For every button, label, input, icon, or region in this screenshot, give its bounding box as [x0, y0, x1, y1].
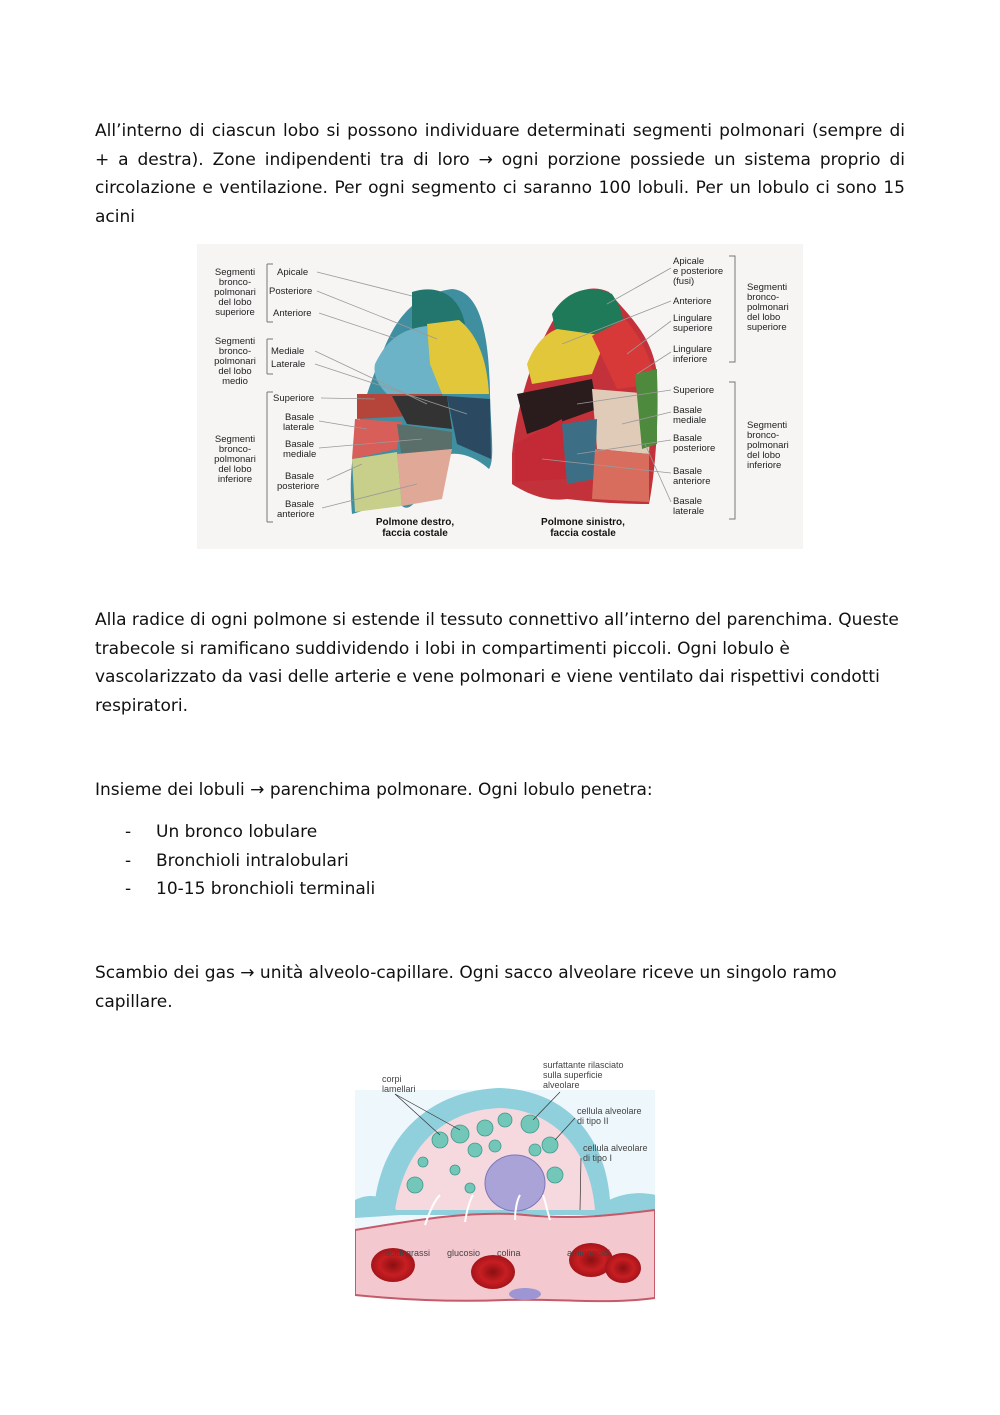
- caption-right-lung-2: faccia costale: [382, 528, 448, 539]
- label-basale-mediale: Basale mediale: [283, 439, 317, 460]
- nucleus: [485, 1155, 545, 1211]
- list-item: [95, 818, 375, 847]
- paragraph-segmenti: All’interno di ciascun lobo si possono individuare determinati segmenti polmonari (sempre di + a destra). Zone indipendenti tra di loro → ogni porzione possiede un sistema proprio di circolazione e ventilazione. Per ogni segmento ci saranno 100 lobuli. Per un lobulo ci sono 15 acini: [95, 121, 905, 227]
- label-colina: colina: [497, 1248, 521, 1258]
- list-item-text: 10-15 bronchioli terminali: [156, 879, 376, 900]
- list-item: [95, 847, 375, 876]
- label-acidi-grassi: acidi grassi: [385, 1248, 431, 1258]
- paragraph-radice: Alla radice di ogni polmone si estende il tessuto connettivo all’interno del parenchima. Queste trabecole si ramificano suddividendo i lobi in compartimenti piccoli. Ogni lobulo è vascolarizzato da vasi delle arterie e vene polmonari e viene ventilato dai rispettivi condotti respiratori.: [95, 610, 899, 716]
- list-item-text: Un bronco lobulare: [156, 822, 318, 842]
- endothelial-nucleus: [509, 1288, 541, 1300]
- label-anteriore-left: Anteriore: [673, 296, 712, 307]
- list-item-text: Bronchioli intralobulari: [156, 850, 349, 871]
- lung-segments-figure: [197, 244, 803, 549]
- basal-posterior: [352, 452, 402, 512]
- label-basale-posteriore-left: Basale posteriore: [673, 433, 716, 454]
- label-posteriore: Posteriore: [269, 286, 313, 297]
- label-laterale: Laterale: [271, 359, 306, 370]
- label-anteriore: Anteriore: [273, 308, 312, 319]
- list-dash: -: [125, 850, 132, 871]
- label-lingulare-superiore: Lingulare superiore: [673, 313, 713, 334]
- label-aminoacidi: aminoacidi: [567, 1248, 611, 1258]
- label-basale-posteriore: Basale posteriore: [277, 471, 320, 492]
- label-tipo1: cellula alveolare di tipo I: [583, 1143, 648, 1163]
- label-surfattante: surfattante rilasciato sulla superficie alveolare: [543, 1060, 624, 1090]
- caption-left-lung-1: Polmone sinistro,: [541, 517, 625, 528]
- label-glucosio: glucosio: [447, 1248, 481, 1258]
- label-superiore: Superiore: [273, 393, 315, 404]
- label-basale-anteriore: Basale anteriore: [277, 499, 315, 520]
- label-basale-mediale-left: Basale mediale: [673, 405, 707, 426]
- group-lower-right: Segmenti bronco-polmonari del lobo inferiore: [214, 434, 256, 485]
- red-blood-cell: [605, 1253, 641, 1283]
- label-corpi-lamellari: corpi lamellari: [382, 1074, 416, 1094]
- red-blood-cell: [471, 1255, 515, 1289]
- basal-anterior: [397, 449, 452, 506]
- caption-right-lung-1: Polmone destro,: [375, 517, 455, 528]
- label-basale-anteriore-left: Basale anteriore: [673, 466, 711, 487]
- label-apicale-posteriore: Apicale e posteriore (fusi): [673, 256, 724, 287]
- list-dash: -: [125, 879, 132, 900]
- list-item: [95, 875, 375, 904]
- list-dash: -: [125, 822, 132, 842]
- label-tipo2: cellula alveolare di tipo II: [577, 1106, 642, 1126]
- group-lower-left: Segmenti bronco-polmonari del lobo inferiore: [747, 420, 789, 471]
- group-middle-right: Segmenti bronco-polmonari del lobo medio: [214, 336, 256, 387]
- alveolus-illustration: [355, 1050, 655, 1312]
- label-apicale: Apicale: [277, 267, 309, 278]
- paragraph-lobuli: Insieme dei lobuli → parenchima polmonare. Ogni lobulo penetra:: [95, 780, 653, 800]
- label-mediale: Mediale: [271, 346, 305, 357]
- label-basale-laterale-left: Basale laterale: [673, 496, 705, 517]
- basal-lateral-left: [592, 449, 649, 502]
- paragraph-scambio: Scambio dei gas → unità alveolo-capillare. Ogni sacco alveolare riceve un singolo ramo capillare.: [95, 963, 837, 1012]
- group-upper-right: Segmenti bronco-polmonari del lobo superiore: [214, 267, 256, 318]
- lobule-list: [95, 818, 375, 904]
- alveolus-figure: [355, 1050, 655, 1312]
- label-basale-laterale: Basale laterale: [283, 412, 315, 433]
- group-upper-left: Segmenti bronco-polmonari del lobo superiore: [747, 282, 789, 333]
- label-lingulare-inferiore: Lingulare inferiore: [673, 344, 713, 365]
- caption-left-lung-2: faccia costale: [550, 528, 616, 539]
- label-superiore-left: Superiore: [673, 385, 715, 396]
- lung-segments-illustration: [197, 244, 803, 549]
